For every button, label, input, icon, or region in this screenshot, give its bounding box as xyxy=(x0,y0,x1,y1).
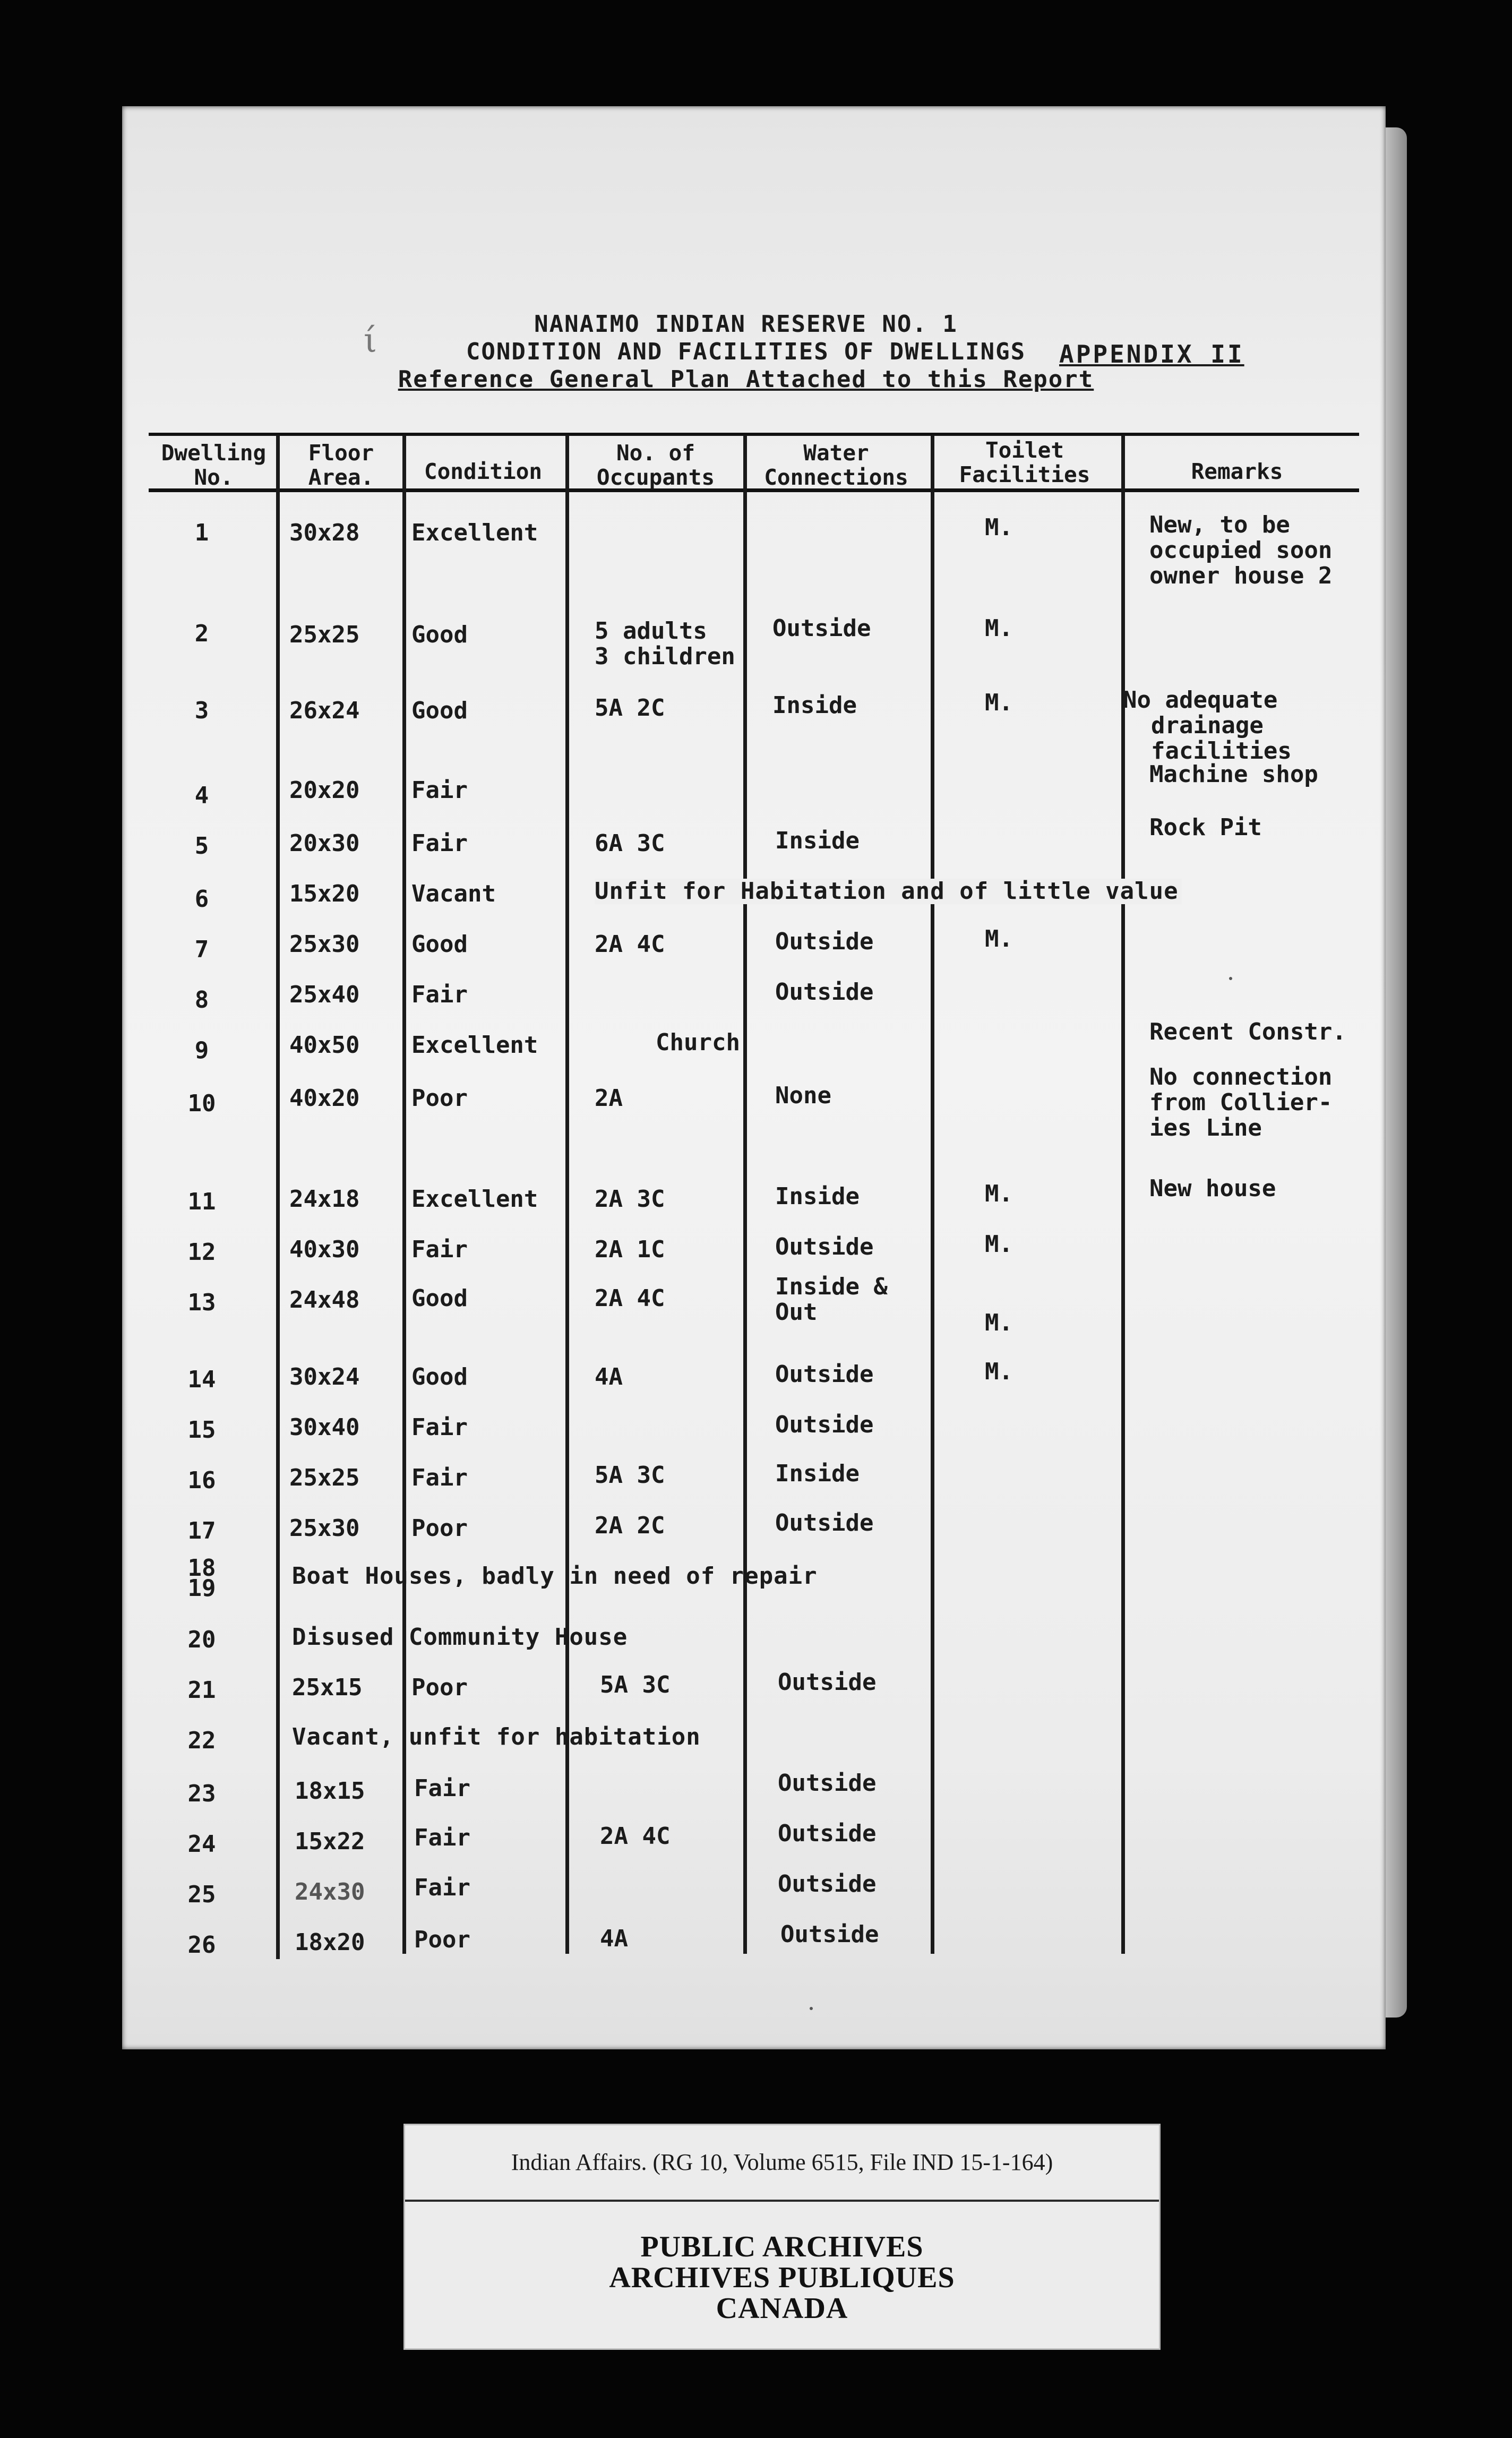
condition: Poor xyxy=(411,1515,468,1542)
occupants: 5A 2C xyxy=(595,694,665,722)
header-condition: Condition xyxy=(424,459,543,484)
dwelling-number: 26 xyxy=(187,1931,216,1959)
remarks: Recent Constr. xyxy=(1149,1018,1346,1045)
dwelling-number: 10 xyxy=(187,1090,216,1117)
remarks: No adequate drainage facilities xyxy=(1123,686,1292,765)
occupants: 2A 4C xyxy=(600,1823,671,1850)
header-floor-area: Floor Area. xyxy=(308,440,374,490)
occupants: 5 adults 3 children xyxy=(595,617,735,670)
floor-area: 25x30 xyxy=(289,931,360,958)
water: Inside xyxy=(772,692,857,719)
dwelling-number: 1 xyxy=(194,519,209,546)
dwelling-number: 21 xyxy=(187,1677,216,1704)
toilet: M. xyxy=(985,514,1013,541)
condition: Good xyxy=(411,697,468,724)
water: Outside xyxy=(775,1233,874,1260)
condition: Good xyxy=(411,931,468,958)
dwelling-number: 23 xyxy=(187,1780,216,1807)
occupants: 2A 2C xyxy=(595,1512,665,1539)
header-toilet: Toilet Facilities xyxy=(959,437,1090,487)
water: Inside & Out xyxy=(775,1273,888,1326)
condition: Poor xyxy=(414,1926,470,1953)
floor-area: 40x50 xyxy=(289,1032,360,1059)
water: Inside xyxy=(775,1460,860,1487)
floor-area: 25x25 xyxy=(289,1464,360,1491)
water: Outside xyxy=(780,1921,879,1948)
appendix-label: APPENDIX II xyxy=(1059,340,1244,368)
condition: Vacant xyxy=(411,880,496,907)
water: Outside xyxy=(778,1669,877,1696)
archive-line-country: CANADA xyxy=(716,2292,848,2325)
row-note: Boat Houses, badly in need of repair xyxy=(292,1563,818,1590)
condition: Fair xyxy=(414,1775,470,1802)
remarks: New house xyxy=(1149,1175,1276,1202)
toilet: M. xyxy=(985,1309,1013,1336)
floor-area: 30x40 xyxy=(289,1414,360,1441)
condition: Fair xyxy=(411,981,468,1008)
dwelling-number: 5 xyxy=(194,832,209,860)
column-rule xyxy=(276,435,280,1959)
dwelling-number: 17 xyxy=(187,1517,216,1544)
condition: Good xyxy=(411,1285,468,1312)
row-note: Unfit for Habitation and of little value xyxy=(595,879,1182,904)
punch-mark: ί xyxy=(364,321,377,360)
floor-area: 40x30 xyxy=(289,1236,360,1263)
dwelling-number: 12 xyxy=(187,1239,216,1266)
reserve-title: NANAIMO INDIAN RESERVE NO. 1 xyxy=(534,311,958,338)
floor-area: 18x15 xyxy=(295,1778,365,1805)
paper-speck xyxy=(1229,977,1232,980)
dwelling-number: 15 xyxy=(187,1417,216,1444)
dwelling-number: 18 19 xyxy=(187,1555,216,1602)
dwelling-number: 16 xyxy=(187,1467,216,1494)
floor-area: 20x30 xyxy=(289,830,360,857)
archive-stamp xyxy=(405,2231,1159,2324)
occupants: 2A xyxy=(595,1085,623,1112)
dwelling-number: 2 xyxy=(194,620,209,647)
dwelling-number: 24 xyxy=(187,1831,216,1858)
condition: Good xyxy=(411,621,468,648)
floor-area: 24x48 xyxy=(289,1286,360,1314)
archive-line-english: PUBLIC ARCHIVES xyxy=(640,2230,924,2263)
dwelling-number: 3 xyxy=(194,697,209,724)
floor-area: 25x15 xyxy=(292,1674,363,1701)
occupants: 6A 3C xyxy=(595,830,665,857)
floor-area: 25x25 xyxy=(289,621,360,648)
water: Outside xyxy=(772,615,871,642)
document-title-block xyxy=(366,311,1126,393)
header-dwelling: Dwelling No. xyxy=(161,440,267,490)
floor-area: 30x28 xyxy=(289,519,360,546)
water: Outside xyxy=(775,1361,874,1388)
occupants: 4A xyxy=(595,1363,623,1390)
paper-speck xyxy=(810,2007,813,2010)
condition: Fair xyxy=(411,1464,468,1491)
water: Inside xyxy=(775,827,860,854)
floor-area: 25x30 xyxy=(289,1515,360,1542)
remarks: Machine shop xyxy=(1149,761,1318,788)
water: Outside xyxy=(775,928,874,955)
header-water: Water Connections xyxy=(764,440,908,490)
toilet: M. xyxy=(985,1358,1013,1385)
water: Outside xyxy=(778,1820,877,1847)
dwelling-number: 6 xyxy=(194,886,209,913)
archive-reference: Indian Affairs. (RG 10, Volume 6515, File IND 15-1-164) xyxy=(405,2125,1159,2202)
dwelling-number: 8 xyxy=(194,986,209,1014)
dwelling-number: 7 xyxy=(194,936,209,963)
water: None xyxy=(775,1082,831,1109)
floor-area: 26x24 xyxy=(289,697,360,724)
water: Outside xyxy=(778,1770,877,1797)
floor-area: 20x20 xyxy=(289,777,360,804)
water: Outside xyxy=(778,1870,877,1898)
floor-area: 30x24 xyxy=(289,1363,360,1390)
occupants: 2A 1C xyxy=(595,1236,665,1263)
archive-label xyxy=(403,2124,1161,2350)
condition: Excellent xyxy=(411,519,538,546)
column-rule xyxy=(1121,435,1125,1954)
water: Inside xyxy=(775,1183,860,1210)
occupants: 2A 4C xyxy=(595,1285,665,1312)
dwellings-table xyxy=(143,430,1364,1959)
floor-area: 40x20 xyxy=(289,1085,360,1112)
dwelling-number: 11 xyxy=(187,1188,216,1215)
dwelling-number: 14 xyxy=(187,1366,216,1393)
archive-line-french: ARCHIVES PUBLIQUES xyxy=(609,2261,955,2294)
toilet: M. xyxy=(985,615,1013,642)
column-rule xyxy=(743,435,747,1954)
condition: Good xyxy=(411,1363,468,1390)
occupants: 5A 3C xyxy=(595,1462,665,1489)
floor-area: 15x20 xyxy=(289,880,360,907)
condition: Poor xyxy=(411,1085,468,1112)
toilet: M. xyxy=(985,1180,1013,1207)
floor-area: 24x18 xyxy=(289,1186,360,1213)
column-rule xyxy=(931,435,934,1954)
remarks: Rock Pit xyxy=(1149,814,1262,841)
occupants: 5A 3C xyxy=(600,1671,671,1698)
occupants: 2A 3C xyxy=(595,1186,665,1213)
condition: Poor xyxy=(411,1674,468,1701)
condition: Fair xyxy=(411,1414,468,1441)
toilet: M. xyxy=(985,925,1013,952)
header-occupants: No. of Occupants xyxy=(596,440,715,490)
condition: Fair xyxy=(414,1824,470,1851)
occupants: Church xyxy=(656,1029,740,1056)
condition: Fair xyxy=(414,1874,470,1901)
condition: Fair xyxy=(411,830,468,857)
floor-area: 18x20 xyxy=(295,1929,365,1956)
water: Outside xyxy=(775,1509,874,1536)
floor-area: 25x40 xyxy=(289,981,360,1008)
floor-area: 15x22 xyxy=(295,1828,365,1855)
dwelling-number: 22 xyxy=(187,1727,216,1754)
dwelling-number: 20 xyxy=(187,1626,216,1653)
dwelling-number: 13 xyxy=(187,1289,216,1316)
row-note: Disused Community House xyxy=(292,1624,628,1651)
dwelling-number: 4 xyxy=(194,782,209,809)
header-remarks: Remarks xyxy=(1191,459,1283,484)
remarks: New, to be occupied soon owner house 2 xyxy=(1149,511,1333,589)
occupants: 2A 4C xyxy=(595,931,665,958)
condition: Excellent xyxy=(411,1032,538,1059)
occupants: 4A xyxy=(600,1925,628,1952)
remarks: No connection from Collier- ies Line xyxy=(1149,1063,1333,1141)
row-note: Vacant, unfit for habitation xyxy=(292,1723,701,1750)
floor-area: 24x30 xyxy=(295,1878,365,1905)
dwelling-number: 9 xyxy=(194,1037,209,1064)
toilet: M. xyxy=(985,1231,1013,1258)
condition: Excellent xyxy=(411,1186,538,1213)
water: Outside xyxy=(775,978,874,1006)
water: Outside xyxy=(775,1411,874,1438)
toilet: M. xyxy=(985,689,1013,716)
subject-title: CONDITION AND FACILITIES OF DWELLINGS xyxy=(466,338,1026,365)
table-top-rule xyxy=(149,433,1359,436)
condition: Fair xyxy=(411,1236,468,1263)
condition: Fair xyxy=(411,777,468,804)
dwelling-number: 25 xyxy=(187,1881,216,1908)
reference-line: Reference General Plan Attached to this Report xyxy=(398,366,1094,393)
